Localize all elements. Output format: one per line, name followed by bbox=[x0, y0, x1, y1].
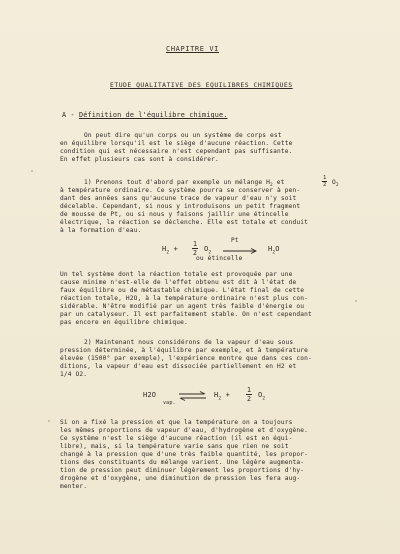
para2-lead: 1) Prenons tout d'abord par exemple un mélange $H_2$ et bbox=[84, 179, 285, 189]
para2-line: décelable. Cependant, si nous y introduisons un petit fragment bbox=[60, 203, 301, 210]
paper-speck bbox=[48, 420, 50, 422]
para2-line: électrique, la réaction se déclenche. Elle est totale et conduit bbox=[60, 219, 309, 226]
para2-line: de mousse de Pt, ou si nous y faisons jaillir une étincelle bbox=[60, 211, 289, 218]
section-letter: A - bbox=[62, 111, 75, 119]
para2-line: à la formation d'eau. bbox=[60, 227, 142, 234]
para5-line: tion de pression peut diminuer légèrement les proportions d'hy- bbox=[60, 467, 305, 474]
para5-line: menter. bbox=[60, 483, 88, 490]
para3-line: par un catalyseur. Il est parfaitement stable. On n'est cependant bbox=[60, 311, 312, 318]
right-arrow-icon bbox=[222, 247, 260, 255]
document-page: CHAPITRE VI ETUDE QUALITATIVE DES EQUILIBRES CHIMIQUES A - Définition de l'équilibre chimique. On peut dire qu'un corps ou un système de corps est en équilibre lorsqu'il est le siège d'aucune réaction. Cette condition qui est nécessaire n'est cependant pas suffisante. En effet plusieurs cas sont à considérer. 1) Prenons tout d'abord par exemple un mélange $H_2$ et $\frac{1}{2}$ $O_2$ à température ordinaire. Ce système pourra se conserver à pen- dant des années sans qu'aucune trace de vapeur d'eau n'y soit décelable. Cependant, si nous y introduisons un petit fragment de mousse de Pt, ou si nous y faisons jaillir une étincelle électrique, la réaction se déclenche. Elle est totale et conduit à la formation d'eau. $H_2$ + $\frac{1}{2}$ $O_2$ Pt $H_2O$ ou étincelle Un tel système dont la réaction totale est provoquée par une cause minime n'est-elle de l'effet obtenu est dit à l'état de faux équilibre ou de métastable chimique. L'état final de cette réaction totale, H2O, à la température ordinaire n'est plus con- sidérable. N'être modifié par un agent très faible d'énergie ou par un catalyseur. Il est parfaitement stable. On n'est cependant pas encore en équilibre chimique. 2) Maintenant nous considérons de la vapeur d'eau sous pression déterminée, à l'équilibre par exemple, et à température élevée (1500° par exemple), l'expérience montre que dans ces con- ditions, la vapeur d'eau est dissociée partiellement en H2 et 1/4 O2. H2O vap. $H_2$ + $\frac{1}{2}$ $O_2$ Si on a fixé la pression et que la température on a toujours les mêmes proportions de vapeur d'eau, d'hydrogène et d'oxygène. Ce système n'est le siège d'aucune réaction (il est en équi- libre), mais, si la température varie sans que rien ne soit changé à la pression que d'une très faible quantité, les propor- tions des constituants du mélange varient. Une légère augmenta- tion de pression peut diminuer légèrement les proportions d'hy- drogène et d'oxygène, une diminution de pression les fera aug- menter. bbox=[0, 0, 400, 554]
equilibrium-arrow-icon bbox=[178, 390, 208, 402]
para2-line: à température ordinaire. Ce système pourra se conserver à pen- bbox=[60, 187, 301, 194]
equation-note: ou étincelle bbox=[196, 255, 243, 262]
para2-line: dant des années sans qu'aucune trace de vapeur d'eau n'y soit bbox=[60, 195, 297, 202]
para1-line: en équilibre lorsqu'il est le siège d'aucune réaction. Cette bbox=[60, 140, 293, 147]
para4-line: 1/4 O2. bbox=[60, 371, 88, 378]
para2-fraction: $\frac{1}{2}$ bbox=[323, 175, 327, 188]
para5-line: les mêmes proportions de vapeur d'eau, d'hydrogène et d'oxygène. bbox=[60, 427, 309, 434]
para5-line: Si on a fixé la pression et que la température on a toujours bbox=[60, 419, 293, 426]
para1-line: On peut dire qu'un corps ou un système de corps est bbox=[84, 132, 282, 139]
chapter-heading: CHAPITRE VI bbox=[166, 45, 219, 53]
para4-line: 2) Maintenant nous considérons de la vapeur d'eau sous bbox=[84, 339, 294, 346]
chapter-title: ETUDE QUALITATIVE DES EQUILIBRES CHIMIQUES bbox=[110, 81, 293, 89]
para4-line: élevée (1500° par exemple), l'expérience montre que dans ces con- bbox=[60, 355, 312, 362]
paper-speck bbox=[355, 300, 357, 302]
para5-line: libre), mais, si la température varie sans que rien ne soit bbox=[60, 443, 289, 450]
para5-line: drogène et d'oxygène, une diminution de pression les fera aug- bbox=[60, 475, 301, 482]
para3-line: cause minime n'est-elle de l'effet obtenu est dit à l'état de bbox=[60, 279, 297, 286]
section-title: Définition de l'équilibre chimique. bbox=[78, 111, 228, 119]
para2-o2: $O_2$ bbox=[332, 179, 339, 189]
para5-line: Ce système n'est le siège d'aucune réaction (il est en équi- bbox=[60, 435, 293, 442]
para5-line: tions des constituants du mélange varient. Une légère augmenta- bbox=[60, 459, 305, 466]
para3-line: réaction totale, H2O, à la température ordinaire n'est plus con- bbox=[60, 295, 309, 302]
paper-speck bbox=[31, 170, 33, 172]
para4-line: pression déterminée, à l'équilibre par exemple, et à température bbox=[60, 347, 309, 354]
para3-line: faux équilibre ou de métastable chimique. L'état final de cette bbox=[60, 287, 305, 294]
para5-line: changé à la pression que d'une très faible quantité, les propor- bbox=[60, 451, 309, 458]
para1-line: En effet plusieurs cas sont à considérer. bbox=[60, 156, 219, 163]
equation-arrow-label: Pt bbox=[231, 237, 239, 244]
section-heading bbox=[62, 112, 227, 118]
para3-line: Un tel système dont la réaction totale est provoquée par une bbox=[60, 271, 293, 278]
para3-line: sidérable. N'être modifié par un agent très faible d'énergie ou bbox=[60, 303, 305, 310]
para1-line: condition qui est nécessaire n'est cependant pas suffisante. bbox=[60, 148, 293, 155]
para3-line: pas encore en équilibre chimique. bbox=[60, 319, 188, 326]
para4-line: ditions, la vapeur d'eau est dissociée partiellement en H2 et bbox=[60, 363, 297, 370]
